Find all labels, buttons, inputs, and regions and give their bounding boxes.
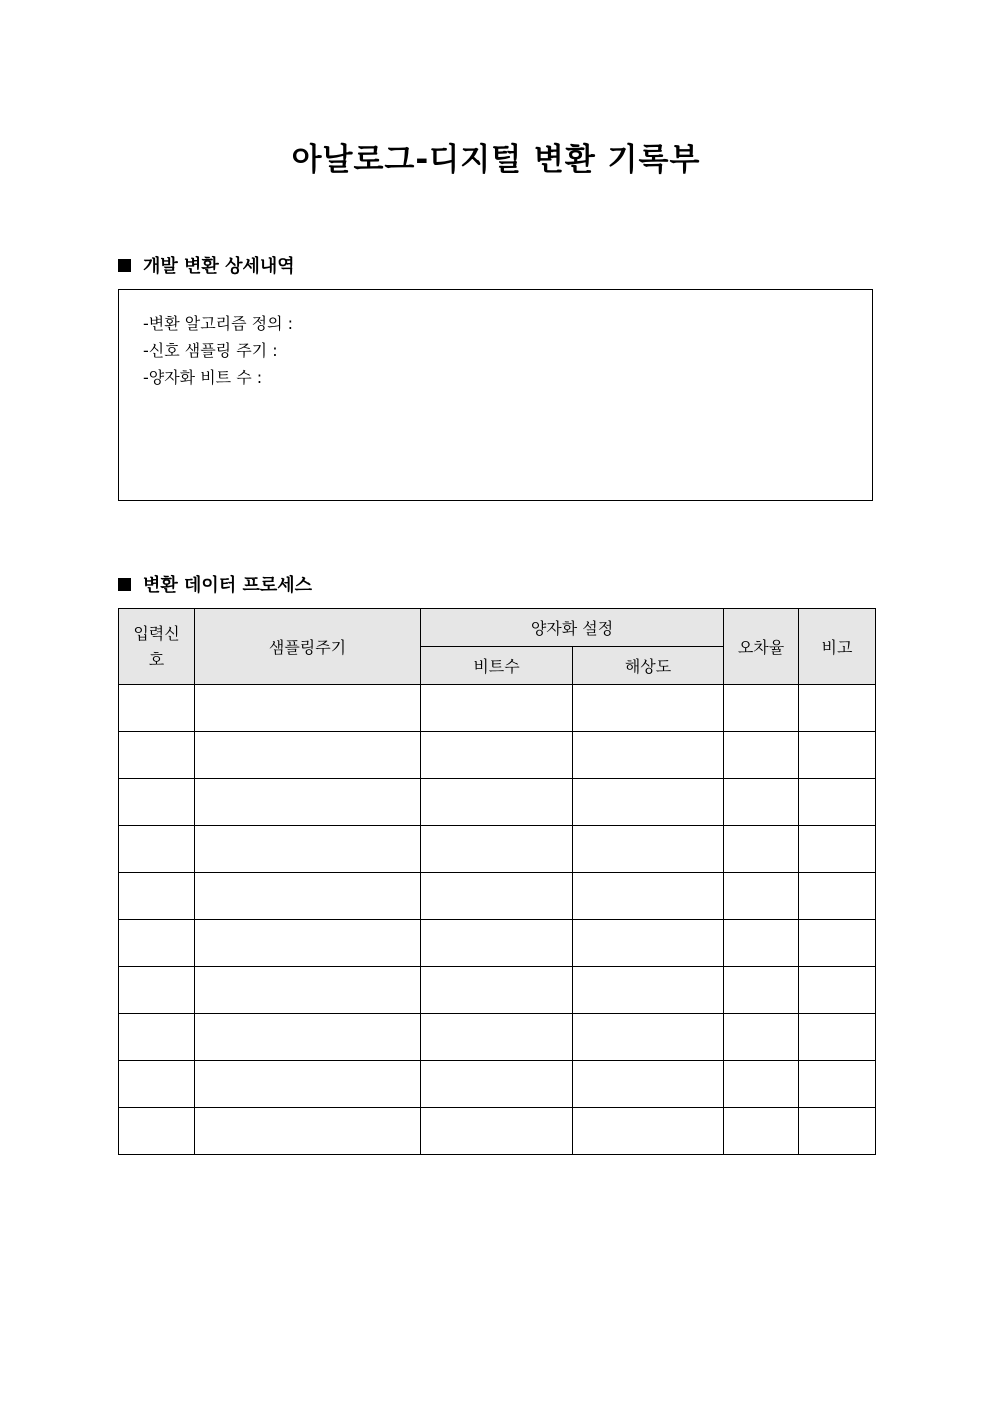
cell-sampling-period[interactable] [195,1108,421,1155]
cell-resolution[interactable] [573,826,724,873]
cell-error-rate[interactable] [724,826,799,873]
cell-error-rate[interactable] [724,732,799,779]
cell-error-rate[interactable] [724,1014,799,1061]
cell-input-signal[interactable] [119,1014,195,1061]
details-box[interactable] [118,289,873,501]
table-row [119,873,876,920]
cell-bit-count[interactable] [421,1061,573,1108]
cell-input-signal[interactable] [119,779,195,826]
cell-bit-count[interactable] [421,685,573,732]
cell-resolution[interactable] [573,873,724,920]
column-header-quantization-group: 양자화 설정 [421,609,724,647]
cell-bit-count[interactable] [421,920,573,967]
cell-input-signal[interactable] [119,732,195,779]
column-header-input-signal: 입력신호 [119,609,195,685]
detail-line-quantization-bits: -양자화 비트 수 : [143,368,263,387]
cell-remarks[interactable] [799,779,876,826]
cell-resolution[interactable] [573,920,724,967]
cell-sampling-period[interactable] [195,1014,421,1061]
cell-bit-count[interactable] [421,779,573,826]
detail-line-sampling-period: -신호 샘플링 주기 : [143,341,278,360]
cell-input-signal[interactable] [119,1061,195,1108]
section-heading-details [118,252,295,278]
column-header-bit-count: 비트수 [421,647,573,685]
page-title: 아날로그-디지털 변환 기록부 [291,142,701,178]
cell-error-rate[interactable] [724,873,799,920]
cell-sampling-period[interactable] [195,873,421,920]
cell-remarks[interactable] [799,873,876,920]
cell-error-rate[interactable] [724,1108,799,1155]
section-heading-details-label: 개발 변환 상세내역 [143,256,295,277]
cell-remarks[interactable] [799,1108,876,1155]
process-table [118,608,876,1155]
cell-sampling-period[interactable] [195,967,421,1014]
cell-input-signal[interactable] [119,685,195,732]
cell-bit-count[interactable] [421,826,573,873]
cell-sampling-period[interactable] [195,920,421,967]
cell-input-signal[interactable] [119,826,195,873]
cell-remarks[interactable] [799,732,876,779]
cell-remarks[interactable] [799,967,876,1014]
cell-resolution[interactable] [573,779,724,826]
table-row [119,685,876,732]
cell-error-rate[interactable] [724,685,799,732]
column-header-resolution: 해상도 [573,647,724,685]
process-table-body [119,685,876,1155]
cell-sampling-period[interactable] [195,685,421,732]
detail-line-algorithm: -변환 알고리즘 정의 : [143,314,294,333]
cell-resolution[interactable] [573,732,724,779]
cell-resolution[interactable] [573,1061,724,1108]
cell-remarks[interactable] [799,1061,876,1108]
black-square-icon [118,259,131,272]
cell-resolution[interactable] [573,685,724,732]
cell-sampling-period[interactable] [195,826,421,873]
cell-bit-count[interactable] [421,1108,573,1155]
cell-remarks[interactable] [799,1014,876,1061]
column-header-sampling-period: 샘플링주기 [195,609,421,685]
cell-error-rate[interactable] [724,1061,799,1108]
cell-bit-count[interactable] [421,732,573,779]
cell-input-signal[interactable] [119,873,195,920]
section-heading-process [118,571,312,597]
cell-input-signal[interactable] [119,1108,195,1155]
cell-remarks[interactable] [799,685,876,732]
table-row [119,920,876,967]
cell-error-rate[interactable] [724,920,799,967]
table-row [119,732,876,779]
cell-resolution[interactable] [573,1014,724,1061]
cell-bit-count[interactable] [421,1014,573,1061]
black-square-icon [118,578,131,591]
cell-resolution[interactable] [573,1108,724,1155]
table-row [119,967,876,1014]
cell-resolution[interactable] [573,967,724,1014]
cell-input-signal[interactable] [119,967,195,1014]
cell-error-rate[interactable] [724,779,799,826]
cell-sampling-period[interactable] [195,732,421,779]
column-header-remarks: 비고 [799,609,876,685]
table-row [119,779,876,826]
cell-error-rate[interactable] [724,967,799,1014]
cell-bit-count[interactable] [421,967,573,1014]
table-row [119,1061,876,1108]
cell-sampling-period[interactable] [195,1061,421,1108]
column-header-error-rate: 오차율 [724,609,799,685]
cell-remarks[interactable] [799,920,876,967]
cell-remarks[interactable] [799,826,876,873]
section-heading-process-label: 변환 데이터 프로세스 [143,575,313,596]
table-row [119,1108,876,1155]
table-row [119,826,876,873]
table-row [119,1014,876,1061]
cell-bit-count[interactable] [421,873,573,920]
cell-input-signal[interactable] [119,920,195,967]
cell-sampling-period[interactable] [195,779,421,826]
